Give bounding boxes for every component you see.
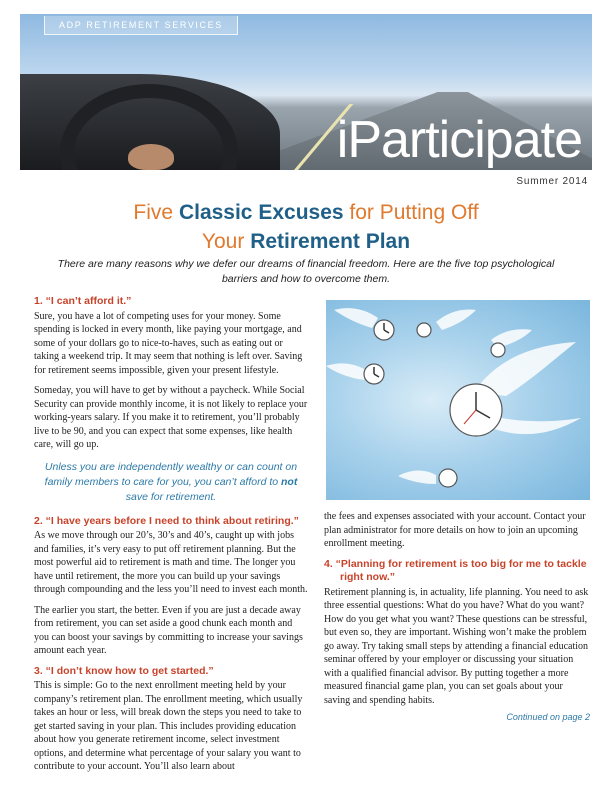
body-paragraph: The earlier you start, the better. Even if you are just a decade away from retirement, you can set aside a good chunk each month and you can boost your savings by committing to increase your savings amount each year. [34, 604, 303, 656]
article-headline [60, 198, 552, 256]
section-heading: 2. “I have years before I need to think about retiring.” [34, 514, 299, 527]
flying-clocks-icon [326, 300, 590, 500]
pull-quote-text: save for retirement. [125, 490, 217, 503]
headline-emphasis: Classic Excuses [178, 201, 344, 224]
article-intro: There are many reasons why we defer our dreams of financial freedom. Here are the five top psychological barriers and how to overcome them. [57, 258, 555, 285]
body-paragraph: As we move through our 20’s, 30’s and 40’s, caught up with jobs and families, it’s very easy to put off retirement planning. But the most powerful aid to retirement is math and time. The longer you have until retirement, the more you can build up your savings through compounding and the less you’ll need to invest each month. [34, 530, 308, 595]
column-left [34, 295, 308, 781]
column-right [324, 510, 590, 714]
flying-clocks-illustration [326, 300, 590, 500]
pull-quote-emphasis: not [281, 475, 298, 488]
body-paragraph: the fees and expenses associated with your account. Contact your plan administrator for more details on how to join an upcoming enrollment meeting. [324, 511, 586, 549]
pull-quote [42, 460, 300, 505]
pull-quote-text: Unless you are independently wealthy or can count on family members to care for you, you can’t afford to [44, 460, 298, 488]
continued-note: Continued on page 2 [506, 712, 590, 722]
section-heading: 3. “I don’t know how to get started.” [34, 664, 214, 677]
publisher-tag: ADP RETIREMENT SERVICES [44, 16, 238, 35]
body-paragraph: Someday, you will have to get by without a paycheck. While Social Security can provide monthly income, it is not likely to replace your working-years salary. If you make it to retirement, you’ll probably live to be 90, and you can expect that some expenses, like health care, will go up. [34, 385, 308, 450]
body-paragraph: Retirement planning is, in actuality, life planning. You need to ask three essential questions: What do you have? What do you want? How do you get what you want? These questions can be stressful, but even so, they are important. Wishing won’t make the problem go away. Try taking small steps by attending a financial education seminar offered by your employer or discussing your situation with a qualified financial advisor. By putting together a more measured financial game plan, you can set goals about your saving and spending habits. [324, 586, 589, 706]
section-heading: 1. “I can’t afford it.” [34, 295, 132, 307]
headline-emphasis: Retirement Plan [250, 230, 411, 253]
hero-photo [20, 14, 592, 170]
headline-text: for Putting Off [343, 201, 479, 224]
body-paragraph: This is simple: Go to the next enrollment meeting held by your company’s retirement plan. The enrollment meeting, which usually takes an hour or less, will break down the steps you need to take to get started saving in your plan. This includes providing education about how you generate retirement income, select investment options, and determine what percentage of your salary you want to contribute to your account. You’ll also learn about [34, 680, 303, 772]
body-paragraph: Sure, you have a lot of competing uses for your money. Some spending is locked in every month, like paying your mortgage, and some of your dollars go to nice-to-haves, such as eating out or taking a weekend trip. It may seem that nothing is left over. Saving for retirement seems impossible, given your present lifestyle. [34, 310, 303, 376]
headline-text: Five [133, 201, 179, 224]
issue-date: Summer 2014 [516, 176, 588, 187]
driver-hand [128, 144, 174, 170]
section-heading: 4. “Planning for retirement is too big for me to tackle right now.” [324, 557, 587, 583]
headline-text: Your [201, 230, 251, 253]
newsletter-title: iParticipate [336, 111, 582, 169]
